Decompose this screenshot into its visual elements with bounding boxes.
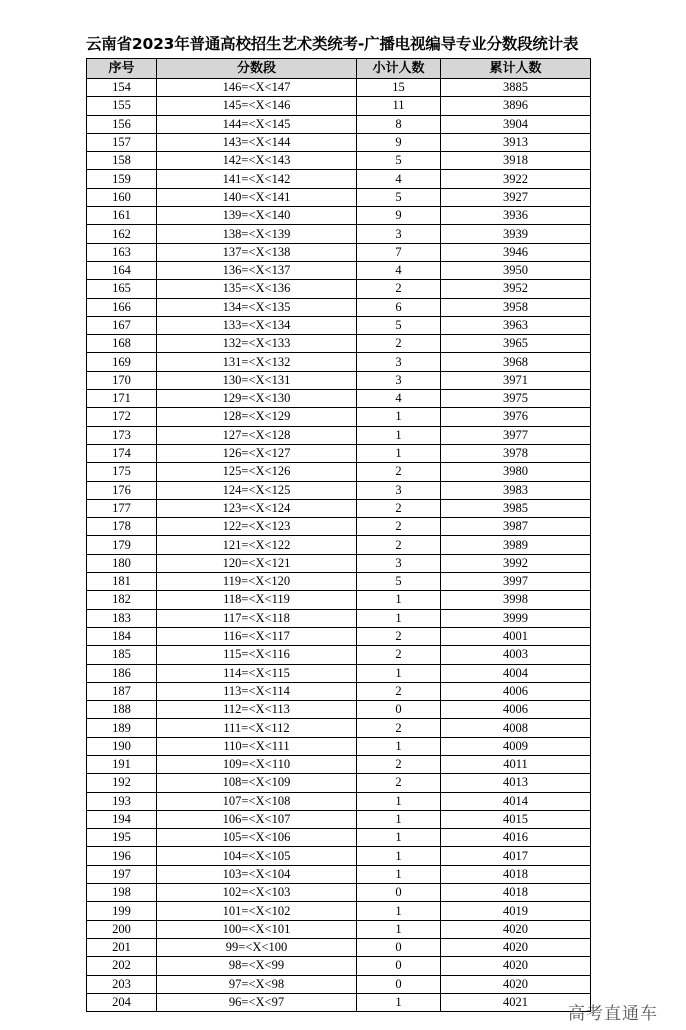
cell-cumulative: 3904 (441, 115, 591, 133)
cell-score-range: 97=<X<98 (157, 975, 357, 993)
cell-score-range: 114=<X<115 (157, 664, 357, 682)
cell-score-range: 128=<X<129 (157, 408, 357, 426)
table-row (87, 188, 591, 206)
cell-score-range: 131=<X<132 (157, 353, 357, 371)
cell-cumulative: 3976 (441, 408, 591, 426)
table-row (87, 609, 591, 627)
cell-index: 204 (87, 993, 157, 1011)
page-title: 云南省2023年普通高校招生艺术类统考-广播电视编导专业分数段统计表 (86, 35, 579, 53)
cell-cumulative: 4008 (441, 719, 591, 737)
cell-index: 192 (87, 774, 157, 792)
table-row (87, 591, 591, 609)
cell-index: 171 (87, 390, 157, 408)
cell-cumulative: 4016 (441, 829, 591, 847)
cell-score-range: 111=<X<112 (157, 719, 357, 737)
table-row (87, 792, 591, 810)
cell-index: 165 (87, 280, 157, 298)
table-row (87, 207, 591, 225)
cell-index: 173 (87, 426, 157, 444)
cell-cumulative: 4020 (441, 938, 591, 956)
cell-index: 200 (87, 920, 157, 938)
cell-cumulative: 4020 (441, 957, 591, 975)
cell-index: 189 (87, 719, 157, 737)
header-row (87, 59, 591, 79)
cell-index: 179 (87, 536, 157, 554)
cell-cumulative: 3998 (441, 591, 591, 609)
table-row (87, 243, 591, 261)
cell-cumulative: 3985 (441, 499, 591, 517)
cell-subtotal: 2 (357, 280, 441, 298)
cell-index: 162 (87, 225, 157, 243)
cell-index: 183 (87, 609, 157, 627)
cell-score-range: 108=<X<109 (157, 774, 357, 792)
cell-subtotal: 2 (357, 719, 441, 737)
cell-score-range: 99=<X<100 (157, 938, 357, 956)
table-row (87, 646, 591, 664)
cell-index: 182 (87, 591, 157, 609)
cell-score-range: 123=<X<124 (157, 499, 357, 517)
cell-index: 160 (87, 188, 157, 206)
cell-score-range: 135=<X<136 (157, 280, 357, 298)
cell-index: 194 (87, 810, 157, 828)
cell-index: 169 (87, 353, 157, 371)
cell-score-range: 118=<X<119 (157, 591, 357, 609)
table-row (87, 664, 591, 682)
cell-index: 167 (87, 316, 157, 334)
cell-subtotal: 1 (357, 426, 441, 444)
cell-cumulative: 4006 (441, 701, 591, 719)
cell-index: 186 (87, 664, 157, 682)
cell-subtotal: 1 (357, 810, 441, 828)
cell-index: 164 (87, 261, 157, 279)
cell-cumulative: 3975 (441, 390, 591, 408)
table-row (87, 755, 591, 773)
cell-score-range: 121=<X<122 (157, 536, 357, 554)
cell-score-range: 145=<X<146 (157, 97, 357, 115)
table-row (87, 518, 591, 536)
cell-score-range: 144=<X<145 (157, 115, 357, 133)
cell-score-range: 126=<X<127 (157, 444, 357, 462)
cell-index: 199 (87, 902, 157, 920)
cell-index: 185 (87, 646, 157, 664)
table-row (87, 390, 591, 408)
cell-subtotal: 0 (357, 975, 441, 993)
cell-cumulative: 3963 (441, 316, 591, 334)
cell-cumulative: 4019 (441, 902, 591, 920)
cell-cumulative: 4006 (441, 682, 591, 700)
table-body (87, 79, 591, 1012)
cell-cumulative: 3987 (441, 518, 591, 536)
table-row (87, 371, 591, 389)
cell-subtotal: 2 (357, 627, 441, 645)
cell-index: 191 (87, 755, 157, 773)
cell-score-range: 104=<X<105 (157, 847, 357, 865)
cell-score-range: 139=<X<140 (157, 207, 357, 225)
table-row (87, 701, 591, 719)
cell-score-range: 98=<X<99 (157, 957, 357, 975)
cell-score-range: 136=<X<137 (157, 261, 357, 279)
cell-subtotal: 4 (357, 170, 441, 188)
cell-cumulative: 3918 (441, 152, 591, 170)
cell-score-range: 122=<X<123 (157, 518, 357, 536)
cell-score-range: 110=<X<111 (157, 737, 357, 755)
cell-score-range: 134=<X<135 (157, 298, 357, 316)
cell-score-range: 117=<X<118 (157, 609, 357, 627)
cell-index: 155 (87, 97, 157, 115)
cell-subtotal: 3 (357, 371, 441, 389)
cell-index: 163 (87, 243, 157, 261)
header-index: 序号 (87, 59, 157, 79)
cell-subtotal: 0 (357, 957, 441, 975)
cell-subtotal: 5 (357, 573, 441, 591)
cell-subtotal: 4 (357, 261, 441, 279)
cell-cumulative: 3977 (441, 426, 591, 444)
cell-score-range: 140=<X<141 (157, 188, 357, 206)
cell-cumulative: 3896 (441, 97, 591, 115)
cell-score-range: 132=<X<133 (157, 335, 357, 353)
cell-index: 161 (87, 207, 157, 225)
cell-score-range: 119=<X<120 (157, 573, 357, 591)
table-row (87, 97, 591, 115)
table-row (87, 298, 591, 316)
cell-index: 156 (87, 115, 157, 133)
cell-subtotal: 15 (357, 79, 441, 97)
cell-subtotal: 1 (357, 920, 441, 938)
cell-subtotal: 3 (357, 353, 441, 371)
cell-subtotal: 1 (357, 792, 441, 810)
cell-cumulative: 4014 (441, 792, 591, 810)
cell-score-range: 120=<X<121 (157, 554, 357, 572)
header-subtotal: 小计人数 (357, 59, 441, 79)
table-row (87, 444, 591, 462)
table-row (87, 920, 591, 938)
table-row (87, 993, 591, 1011)
cell-cumulative: 3989 (441, 536, 591, 554)
cell-index: 159 (87, 170, 157, 188)
cell-score-range: 109=<X<110 (157, 755, 357, 773)
table-row (87, 938, 591, 956)
cell-index: 201 (87, 938, 157, 956)
cell-cumulative: 3968 (441, 353, 591, 371)
table-row (87, 719, 591, 737)
cell-subtotal: 5 (357, 188, 441, 206)
cell-score-range: 129=<X<130 (157, 390, 357, 408)
cell-cumulative: 3978 (441, 444, 591, 462)
cell-score-range: 143=<X<144 (157, 133, 357, 151)
cell-index: 172 (87, 408, 157, 426)
table-row (87, 353, 591, 371)
cell-subtotal: 1 (357, 737, 441, 755)
header-cumulative: 累计人数 (441, 59, 591, 79)
cell-subtotal: 6 (357, 298, 441, 316)
table-row (87, 682, 591, 700)
cell-subtotal: 7 (357, 243, 441, 261)
table-row (87, 426, 591, 444)
table-row (87, 975, 591, 993)
cell-cumulative: 3952 (441, 280, 591, 298)
cell-score-range: 112=<X<113 (157, 701, 357, 719)
table-row (87, 335, 591, 353)
table-row (87, 408, 591, 426)
cell-cumulative: 3936 (441, 207, 591, 225)
table-row (87, 829, 591, 847)
cell-cumulative: 4011 (441, 755, 591, 773)
cell-subtotal: 3 (357, 554, 441, 572)
cell-score-range: 146=<X<147 (157, 79, 357, 97)
cell-subtotal: 1 (357, 591, 441, 609)
table-row (87, 316, 591, 334)
cell-score-range: 102=<X<103 (157, 884, 357, 902)
table-row (87, 774, 591, 792)
cell-score-range: 142=<X<143 (157, 152, 357, 170)
table-row (87, 170, 591, 188)
cell-score-range: 133=<X<134 (157, 316, 357, 334)
cell-subtotal: 1 (357, 902, 441, 920)
cell-cumulative: 3999 (441, 609, 591, 627)
cell-cumulative: 4021 (441, 993, 591, 1011)
table-row (87, 957, 591, 975)
cell-cumulative: 3965 (441, 335, 591, 353)
cell-cumulative: 4003 (441, 646, 591, 664)
cell-cumulative: 3946 (441, 243, 591, 261)
cell-subtotal: 1 (357, 993, 441, 1011)
cell-score-range: 116=<X<117 (157, 627, 357, 645)
table-row (87, 463, 591, 481)
table-row (87, 115, 591, 133)
cell-index: 174 (87, 444, 157, 462)
cell-cumulative: 4004 (441, 664, 591, 682)
cell-subtotal: 1 (357, 408, 441, 426)
cell-cumulative: 4020 (441, 975, 591, 993)
cell-cumulative: 3939 (441, 225, 591, 243)
table-row (87, 152, 591, 170)
table-row (87, 79, 591, 97)
cell-subtotal: 2 (357, 774, 441, 792)
cell-cumulative: 3950 (441, 261, 591, 279)
cell-index: 170 (87, 371, 157, 389)
cell-subtotal: 0 (357, 938, 441, 956)
cell-score-range: 115=<X<116 (157, 646, 357, 664)
cell-score-range: 141=<X<142 (157, 170, 357, 188)
cell-score-range: 124=<X<125 (157, 481, 357, 499)
cell-index: 181 (87, 573, 157, 591)
cell-index: 203 (87, 975, 157, 993)
cell-subtotal: 0 (357, 701, 441, 719)
cell-subtotal: 1 (357, 847, 441, 865)
cell-cumulative: 4015 (441, 810, 591, 828)
cell-index: 202 (87, 957, 157, 975)
cell-index: 180 (87, 554, 157, 572)
cell-cumulative: 3885 (441, 79, 591, 97)
cell-cumulative: 4018 (441, 865, 591, 883)
cell-cumulative: 4017 (441, 847, 591, 865)
table-row (87, 499, 591, 517)
table-row (87, 554, 591, 572)
cell-subtotal: 2 (357, 646, 441, 664)
cell-cumulative: 3913 (441, 133, 591, 151)
cell-cumulative: 3992 (441, 554, 591, 572)
cell-subtotal: 1 (357, 865, 441, 883)
cell-subtotal: 1 (357, 609, 441, 627)
cell-score-range: 107=<X<108 (157, 792, 357, 810)
table-row (87, 225, 591, 243)
cell-subtotal: 2 (357, 518, 441, 536)
cell-score-range: 127=<X<128 (157, 426, 357, 444)
cell-index: 166 (87, 298, 157, 316)
cell-subtotal: 5 (357, 316, 441, 334)
cell-subtotal: 2 (357, 499, 441, 517)
table-row (87, 884, 591, 902)
cell-subtotal: 1 (357, 664, 441, 682)
cell-subtotal: 3 (357, 481, 441, 499)
cell-cumulative: 3971 (441, 371, 591, 389)
cell-index: 190 (87, 737, 157, 755)
watermark-text: 高考直通车 (568, 1004, 658, 1024)
cell-subtotal: 2 (357, 536, 441, 554)
cell-index: 198 (87, 884, 157, 902)
cell-cumulative: 3983 (441, 481, 591, 499)
table-row (87, 737, 591, 755)
table-row (87, 902, 591, 920)
score-table (86, 58, 591, 1012)
cell-score-range: 138=<X<139 (157, 225, 357, 243)
cell-index: 177 (87, 499, 157, 517)
table-row (87, 573, 591, 591)
cell-index: 175 (87, 463, 157, 481)
cell-score-range: 101=<X<102 (157, 902, 357, 920)
table-row (87, 536, 591, 554)
cell-subtotal: 9 (357, 207, 441, 225)
cell-index: 197 (87, 865, 157, 883)
cell-index: 195 (87, 829, 157, 847)
cell-subtotal: 9 (357, 133, 441, 151)
cell-cumulative: 3980 (441, 463, 591, 481)
cell-index: 196 (87, 847, 157, 865)
cell-subtotal: 1 (357, 829, 441, 847)
cell-subtotal: 11 (357, 97, 441, 115)
cell-cumulative: 3922 (441, 170, 591, 188)
cell-subtotal: 2 (357, 755, 441, 773)
cell-score-range: 103=<X<104 (157, 865, 357, 883)
table-row (87, 261, 591, 279)
cell-score-range: 106=<X<107 (157, 810, 357, 828)
cell-subtotal: 0 (357, 884, 441, 902)
cell-score-range: 105=<X<106 (157, 829, 357, 847)
cell-score-range: 96=<X<97 (157, 993, 357, 1011)
cell-score-range: 113=<X<114 (157, 682, 357, 700)
cell-index: 184 (87, 627, 157, 645)
table-row (87, 847, 591, 865)
cell-subtotal: 8 (357, 115, 441, 133)
cell-cumulative: 4020 (441, 920, 591, 938)
cell-score-range: 100=<X<101 (157, 920, 357, 938)
cell-subtotal: 2 (357, 682, 441, 700)
table-row (87, 627, 591, 645)
cell-subtotal: 4 (357, 390, 441, 408)
cell-index: 178 (87, 518, 157, 536)
cell-index: 154 (87, 79, 157, 97)
cell-index: 176 (87, 481, 157, 499)
cell-subtotal: 1 (357, 444, 441, 462)
cell-score-range: 125=<X<126 (157, 463, 357, 481)
header-score-range: 分数段 (157, 59, 357, 79)
cell-index: 187 (87, 682, 157, 700)
table-row (87, 865, 591, 883)
cell-index: 158 (87, 152, 157, 170)
cell-subtotal: 2 (357, 463, 441, 481)
table-row (87, 810, 591, 828)
table-row (87, 280, 591, 298)
cell-index: 188 (87, 701, 157, 719)
cell-cumulative: 3958 (441, 298, 591, 316)
cell-index: 157 (87, 133, 157, 151)
cell-cumulative: 3997 (441, 573, 591, 591)
cell-index: 168 (87, 335, 157, 353)
cell-score-range: 137=<X<138 (157, 243, 357, 261)
cell-cumulative: 4013 (441, 774, 591, 792)
cell-subtotal: 5 (357, 152, 441, 170)
cell-score-range: 130=<X<131 (157, 371, 357, 389)
table-row (87, 481, 591, 499)
cell-cumulative: 4009 (441, 737, 591, 755)
table-row (87, 133, 591, 151)
cell-cumulative: 4018 (441, 884, 591, 902)
cell-index: 193 (87, 792, 157, 810)
cell-subtotal: 2 (357, 335, 441, 353)
cell-cumulative: 4001 (441, 627, 591, 645)
cell-subtotal: 3 (357, 225, 441, 243)
cell-cumulative: 3927 (441, 188, 591, 206)
